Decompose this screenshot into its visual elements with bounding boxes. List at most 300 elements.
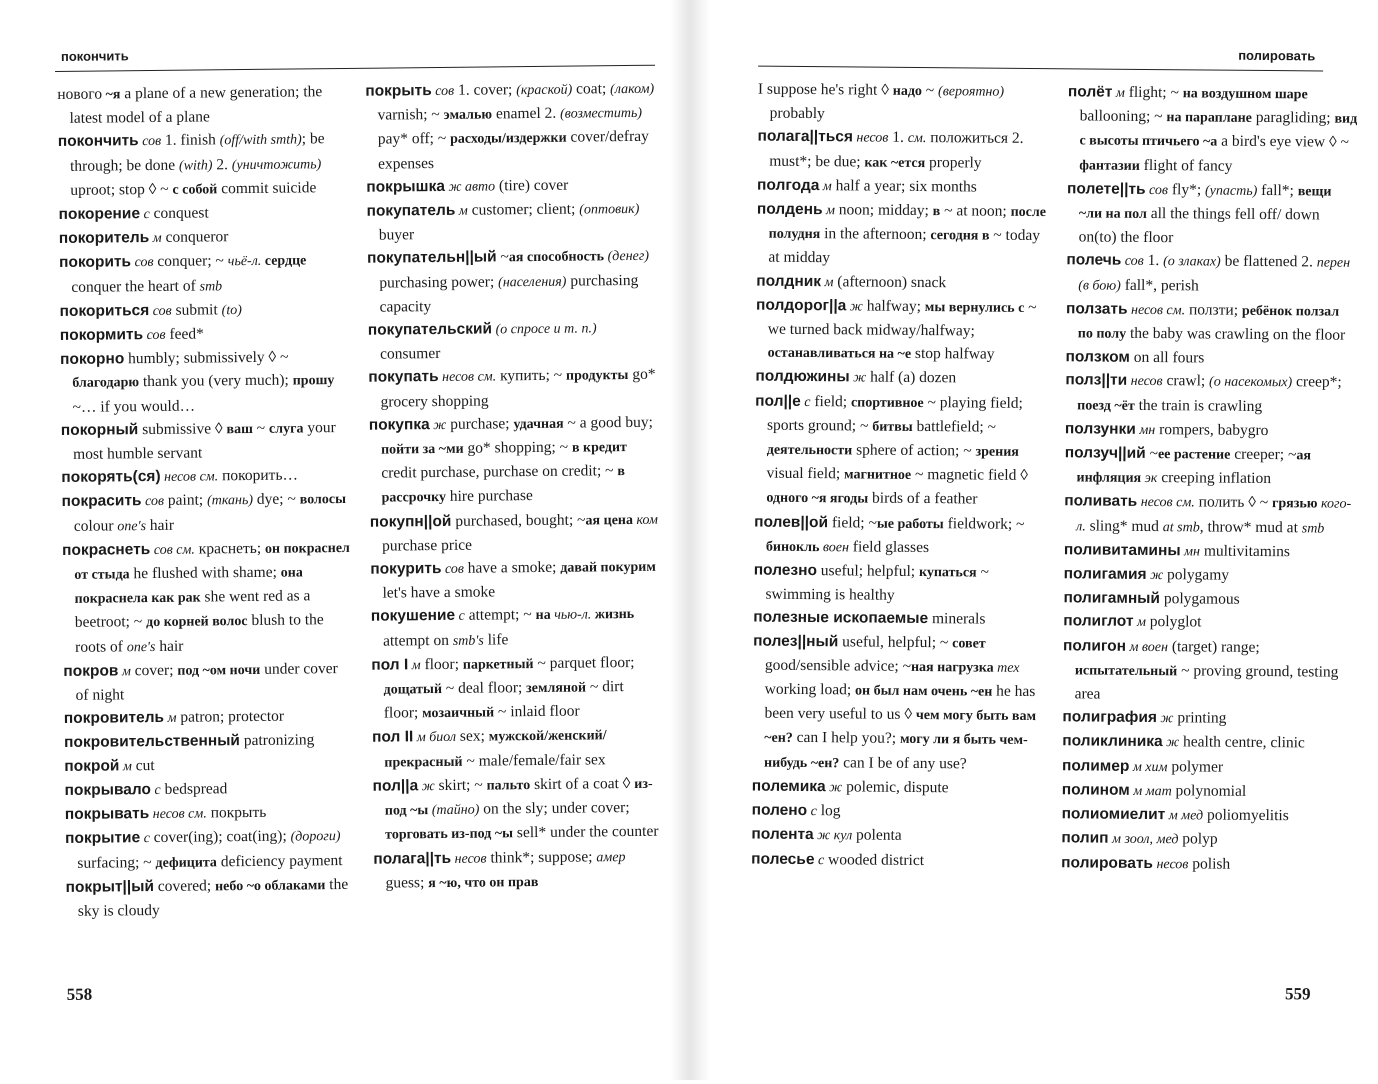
dictionary-entry — [60, 321, 350, 348]
entry-text: can I help you?; — [792, 729, 901, 748]
entry-text: ~ male/female/fair sex — [462, 750, 606, 770]
entry-headword: покупательский — [367, 320, 493, 339]
entry-headword: поликлиника — [1062, 732, 1163, 751]
entry-headword: покупка — [368, 415, 430, 434]
entry-phrase: могу ли я быть чем-нибудь ~ен? — [763, 732, 1028, 772]
entry-text: покрыть — [206, 803, 267, 822]
entry-text: fieldwork; ~ — [943, 514, 1025, 533]
page-number-left: 558 — [66, 984, 93, 1004]
entry-label: at smb — [1162, 519, 1200, 536]
entry-phrase: благодарю — [72, 375, 140, 392]
entry-phrase: мы вернулись с — [924, 299, 1025, 316]
entry-text: , throw* mud at — [1199, 518, 1302, 536]
entry-text: cover(ing); coat(ing); — [149, 827, 291, 847]
entry-text: flight; ~ — [1124, 83, 1183, 102]
entry-label: м — [119, 758, 132, 775]
entry-text: polyp — [1178, 830, 1218, 848]
entry-text: field glasses — [848, 538, 930, 556]
entry-label: сов — [138, 134, 162, 150]
entry-text: положиться 2. must*; be due; — [769, 129, 1024, 171]
entry-headword: покорно — [60, 350, 125, 369]
entry-label: ж авто — [444, 179, 496, 195]
entry-headword: поливать — [1064, 492, 1138, 511]
entry-phrase: под ~ом ночи — [177, 662, 261, 679]
entry-phrase: пойти за ~ми — [380, 441, 464, 458]
entry-label: несов см. — [160, 469, 219, 486]
entry-text: купить; ~ — [496, 367, 567, 385]
entry-phrase: в — [932, 204, 941, 220]
entry-text: uproot; stop ◊ ~ — [70, 180, 173, 199]
entry-label: сов — [141, 494, 165, 510]
entry-text: the train is crawling — [1134, 396, 1263, 415]
entry-label: smb — [1301, 520, 1325, 537]
entry-text: hire purchase — [445, 487, 533, 506]
entry-phrase: магнитное — [843, 467, 912, 484]
entry-label: (with) — [178, 157, 213, 174]
entry-headword: покорение — [58, 205, 141, 223]
entry-headword: покров — [63, 662, 119, 680]
entry-headword: покраснеть — [62, 540, 151, 559]
dictionary-entry — [366, 197, 656, 247]
entry-label: сов — [149, 303, 172, 319]
entry-text: crawl; — [1162, 372, 1210, 390]
dictionary-entry — [754, 510, 1044, 561]
entry-text: log — [816, 802, 841, 820]
entry-headword: полезные ископаемые — [753, 609, 929, 628]
entry-phrase: земляной — [526, 680, 587, 697]
dictionary-entry — [65, 800, 355, 827]
entry-phrase: совет — [952, 635, 986, 652]
dictionary-entry — [58, 127, 349, 203]
entry-label: (дороги) — [290, 829, 341, 845]
entry-label: несов — [852, 130, 889, 147]
left-page-column-2 — [365, 77, 664, 896]
entry-text: fly*; — [1167, 180, 1206, 199]
dictionary-entry — [1063, 610, 1353, 637]
entry-text: enamel 2. — [491, 104, 561, 123]
entry-phrase: эмалью — [443, 107, 493, 124]
entry-headword: покупательн||ый — [366, 248, 497, 268]
entry-label: м зоол, мед — [1108, 831, 1179, 848]
entry-phrase: грязью — [1271, 496, 1318, 512]
dictionary-entry — [1061, 827, 1351, 854]
entry-text: wooded district — [824, 850, 925, 869]
entry-text: properly — [925, 153, 982, 172]
entry-phrase: торговать из-под ~ы — [385, 826, 514, 843]
entry-label: (денег) — [603, 249, 650, 265]
entry-phrase: расходы/издержки — [449, 131, 567, 148]
entry-headword: поливитамины — [1063, 541, 1181, 560]
entry-text: ~ playing field; sports ground; ~ — [766, 393, 1023, 435]
dictionary-entry — [60, 345, 351, 419]
dictionary-entry — [64, 776, 354, 803]
dictionary-entry — [372, 723, 662, 774]
entry-label: м — [822, 203, 836, 219]
entry-label: перен (в бою) — [1078, 255, 1351, 294]
entry-label: м — [408, 658, 421, 674]
entry-label: с — [814, 852, 825, 868]
entry-phrase: она покраснела как рак — [74, 565, 303, 608]
entry-headword: полином — [1061, 781, 1130, 799]
entry-text: go* shopping; ~ — [463, 438, 573, 457]
entry-phrase: спортивное — [850, 395, 924, 411]
entry-label: (возместить) — [560, 106, 643, 122]
entry-label: м мед — [1165, 808, 1204, 824]
entry-text: working load; — [764, 680, 856, 699]
entry-text: 1. cover; — [454, 81, 517, 99]
entry-text: cut — [131, 756, 155, 774]
entry-label: чью-л. — [550, 607, 592, 624]
entry-headword: полдень — [756, 200, 823, 219]
dictionary-entry — [1062, 706, 1352, 733]
entry-phrase: слуга — [268, 421, 304, 437]
entry-label: м — [455, 203, 468, 219]
entry-headword: полезно — [753, 561, 818, 580]
entry-label: амер — [596, 849, 626, 865]
dictionary-entry — [751, 847, 1041, 874]
right-page-column-1 — [751, 78, 1048, 874]
entry-phrase: одного ~я ягоды — [766, 491, 869, 508]
entry-label: с — [454, 609, 465, 625]
entry-text: ~ we turned back midway/halfway; — [767, 298, 1037, 340]
entry-phrase: сердце — [261, 253, 307, 270]
entry-text: can I be of any use? — [839, 754, 967, 773]
entry-label: ком — [632, 512, 658, 528]
entry-label: (упасть) — [1204, 183, 1258, 199]
entry-headword: полете||ть — [1066, 180, 1146, 198]
entry-text: ползти; — [1185, 301, 1243, 319]
dictionary-entry — [752, 799, 1042, 826]
entry-phrase: паркетный — [462, 656, 534, 673]
entry-headword: полиглот — [1063, 612, 1134, 631]
entry-phrase: поезд ~ёт — [1077, 398, 1135, 414]
entry-text: sex; — [455, 727, 489, 746]
dictionary-entry — [753, 559, 1043, 609]
entry-text: customer; client; — [467, 200, 580, 219]
entry-label: с — [140, 831, 150, 847]
entry-text: ~ inlaid floor — [494, 702, 580, 721]
entry-text: ~ today at midday — [768, 226, 1041, 267]
entry-text: polemic, dispute — [842, 778, 949, 797]
dictionary-entry — [1067, 177, 1358, 251]
entry-text: ~ at noon; — [940, 202, 1011, 220]
dictionary-entry — [1063, 634, 1354, 708]
entry-text: surfacing; ~ — [77, 853, 156, 872]
entry-headword: покориться — [59, 301, 150, 320]
dictionary-entry — [1066, 297, 1356, 348]
entry-text: sphere of action; ~ — [852, 441, 976, 460]
entry-phrase: пальто — [486, 777, 531, 794]
entry-phrase: фантазии — [1079, 157, 1140, 174]
dictionary-entry — [365, 77, 656, 176]
dictionary-entry — [1062, 754, 1352, 781]
entry-text: (afternoon) snack — [833, 272, 947, 291]
dictionary-entry — [61, 463, 351, 490]
entry-phrase: ая цена — [585, 512, 634, 529]
entry-headword: полиграфия — [1062, 708, 1158, 727]
entry-text: life — [483, 630, 509, 649]
entry-text: ~ — [1145, 445, 1159, 463]
dictionary-entry — [367, 244, 658, 319]
entry-text: cover; — [130, 661, 178, 680]
entry-label: ж — [825, 780, 843, 796]
entry-label: ж — [1162, 735, 1180, 751]
entry-text: let's have a smoke — [382, 583, 496, 602]
dictionary-entry — [368, 363, 658, 413]
entry-text: thank you (very much); — [138, 371, 293, 391]
entry-headword: полз||ти — [1065, 371, 1128, 390]
dictionary-entry — [757, 125, 1047, 176]
entry-text: fall*, perish — [1120, 276, 1199, 295]
entry-label: (лаком) — [610, 81, 655, 98]
entry-headword: полено — [751, 801, 808, 820]
dictionary-entry — [372, 772, 663, 848]
entry-label: с — [150, 782, 161, 798]
dictionary-entry — [756, 198, 1047, 272]
entry-text: field; ~ — [827, 513, 877, 532]
entry-phrase: купаться — [918, 565, 977, 581]
entry-text: a bird's eye view ◊ ~ — [1217, 132, 1350, 152]
entry-text: ~ a good buy; — [563, 413, 654, 432]
entry-label: тех — [993, 660, 1020, 676]
entry-text: ~ deal floor; — [441, 679, 527, 698]
entry-phrase: ая инфляция — [1076, 448, 1312, 487]
entry-text: patronizing — [239, 731, 315, 750]
entry-headword: полигон — [1063, 636, 1127, 655]
entry-text: health centre, clinic — [1179, 733, 1305, 752]
entry-phrase: ~я — [101, 87, 121, 103]
entry-label: one's — [117, 518, 147, 535]
entry-text: stop halfway — [911, 345, 995, 363]
entry-label: несов см. — [1127, 302, 1186, 319]
entry-text: cover/defray expenses — [377, 128, 649, 173]
entry-headword: полечь — [1066, 251, 1122, 270]
entry-text: good/sensible advice; ~ — [764, 656, 912, 675]
entry-text: have a smoke; — [463, 558, 561, 577]
entry-phrase: мужской/женский/прекрасный — [384, 728, 607, 771]
entry-text: paint; — [163, 491, 208, 510]
entry-label: сов — [441, 561, 464, 578]
entry-text: field; — [810, 392, 852, 411]
entry-headword: покормить — [59, 326, 144, 345]
entry-label: несов — [451, 851, 487, 867]
entry-text: conqueror — [161, 228, 229, 247]
entry-phrase: на параплане — [1166, 110, 1252, 127]
entry-phrase: я ~ю, что он прав — [428, 874, 539, 891]
dictionary-entry — [1064, 562, 1354, 589]
entry-label: ж кул — [813, 828, 853, 844]
entry-text: 1. — [1143, 252, 1164, 270]
dictionary-entry — [755, 365, 1045, 392]
dictionary-entry — [64, 728, 354, 754]
entry-text: creeper; ~ — [1230, 445, 1297, 464]
entry-text: probably — [769, 104, 825, 123]
entry-label: smb's — [452, 633, 484, 649]
entry-text: ; be through; be done — [69, 130, 325, 175]
entry-phrase: ная нагрузка — [910, 659, 994, 676]
entry-label: ж — [429, 417, 447, 433]
entry-text: half (a) dozen — [866, 368, 957, 387]
dictionary-entry — [62, 536, 353, 660]
entry-headword: покрасить — [61, 492, 142, 511]
entry-label: кого-л. — [1076, 496, 1352, 535]
entry-text: purchase; — [446, 415, 514, 433]
dictionary-entry — [61, 416, 351, 466]
entry-headword: полев||ой — [754, 513, 829, 531]
entry-headword: пол||е — [755, 392, 801, 410]
dictionary-entry — [758, 78, 1048, 128]
entry-text: ~ dirt floor; — [383, 678, 624, 722]
entry-text: patron; protector — [176, 707, 285, 727]
dictionary-entry — [65, 824, 355, 875]
entry-label: воен — [819, 539, 850, 556]
dictionary-entry — [756, 293, 1047, 367]
entry-label: (о спросе и т. п.) — [491, 321, 597, 338]
entry-phrase: прошу — [292, 373, 335, 389]
entry-text: he flushed with shame; — [129, 563, 281, 583]
entry-phrase: он покраснел от стыда — [74, 540, 350, 583]
entry-headword: покрывать — [64, 805, 150, 824]
entry-text: credit purchase, purchase on credit; ~ — [381, 462, 618, 482]
entry-text: conquer the heart of — [71, 277, 200, 296]
entry-headword: полдник — [756, 272, 822, 290]
entry-text: conquest — [149, 204, 209, 223]
dictionary-entry — [1066, 249, 1356, 300]
entry-label: ж — [1156, 711, 1174, 727]
entry-text: buyer — [378, 226, 415, 244]
entry-text: floor; — [420, 655, 463, 674]
entry-headword: полдюжины — [755, 368, 850, 386]
dictionary-entry — [751, 823, 1041, 850]
entry-label: (вероятно) — [938, 84, 1005, 100]
entry-headword: покупн||ой — [369, 512, 452, 531]
entry-phrase: зрения — [975, 444, 1019, 460]
entry-label: ж — [418, 778, 435, 795]
entry-label: ж — [846, 299, 863, 315]
entry-text: halfway; — [862, 297, 925, 315]
entry-text: coat; — [572, 80, 611, 98]
entry-headword: ползунки — [1064, 420, 1136, 438]
entry-headword: покорный — [60, 420, 139, 439]
running-head-left: покончить — [60, 48, 129, 64]
dictionary-entry — [373, 844, 663, 895]
entry-text: all the things fell off/ down on(to) the floor — [1078, 204, 1320, 247]
entry-headword: покрыть — [365, 82, 432, 100]
entry-label: сов — [1145, 182, 1169, 198]
entry-headword: покрытие — [65, 829, 141, 848]
entry-phrase: продукты — [565, 368, 629, 385]
entry-phrase: бинокль — [765, 539, 820, 555]
entry-label: несов — [1152, 856, 1189, 872]
entry-text: полить ◊ ~ — [1194, 493, 1273, 512]
entry-headword: пол I — [371, 656, 409, 674]
entry-text: ~ — [496, 248, 509, 266]
entry-text: feed* — [165, 325, 204, 343]
entry-headword: полесье — [751, 850, 815, 868]
entry-label: несов см. — [1137, 495, 1195, 511]
dictionary-entry — [64, 752, 354, 779]
entry-phrase: в рассрочку — [381, 464, 626, 507]
entry-text: submit — [171, 301, 222, 319]
entry-text: bedspread — [160, 780, 228, 798]
entry-text: ~ proving ground, testing area — [1074, 662, 1339, 703]
entry-text: creep*; — [1292, 373, 1342, 392]
entry-text: polygamous — [1159, 590, 1240, 609]
entry-headword: покорять(ся) — [61, 468, 161, 487]
entry-text: colour — [73, 517, 118, 535]
dictionary-entry — [1065, 417, 1355, 444]
entry-headword: ползуч||ий — [1064, 444, 1146, 463]
entry-label: м — [149, 231, 162, 247]
entry-text: polyglot — [1145, 613, 1202, 631]
entry-text: нового — [57, 85, 103, 103]
entry-text: she went red as a beetroot; ~ — [74, 587, 311, 632]
dictionary-entry — [370, 507, 660, 557]
entry-label: с — [800, 394, 811, 410]
entry-label: (уничтожить) — [231, 156, 322, 173]
entry-label: м — [118, 664, 131, 680]
entry-text: in the afternoon; — [820, 225, 931, 244]
dictionary-entry — [366, 173, 656, 200]
entry-headword: покурить — [370, 560, 442, 578]
entry-headword: покрышка — [366, 177, 445, 196]
entry-text: under cover of night — [75, 659, 338, 704]
entry-phrase: вид с высоты птичьего ~а — [1079, 111, 1358, 150]
entry-text: poliomyelitis — [1203, 806, 1289, 825]
entry-headword: покончить — [57, 132, 139, 151]
entry-phrase: дефицита — [155, 854, 217, 871]
dictionary-entry — [753, 606, 1043, 632]
entry-text: a plane of a new generation; the latest model of a plane — [69, 83, 323, 128]
entry-text: polygamy — [1163, 566, 1230, 584]
left-page-column-1 — [57, 80, 356, 923]
entry-label: м мат — [1129, 783, 1172, 800]
entry-text: 1. — [888, 129, 908, 147]
entry-text: purchase price — [381, 536, 473, 555]
entry-text: ballooning; ~ — [1079, 107, 1167, 126]
entry-headword: полировать — [1061, 853, 1154, 872]
entry-text: printing — [1173, 709, 1227, 727]
entry-headword: полигамия — [1063, 565, 1147, 584]
entry-phrase: деятельности — [766, 442, 853, 459]
dictionary-entry — [1065, 346, 1355, 372]
entry-label: ж — [1146, 568, 1164, 584]
entry-text: humbly; submissively ◊ ~ — [124, 348, 289, 368]
page-number-right: 559 — [1284, 984, 1311, 1004]
entry-label: сов — [1121, 254, 1144, 270]
dictionary-entry — [371, 651, 662, 727]
entry-phrase: он был нам очень ~ен — [855, 683, 993, 700]
entry-text: commit suicide — [217, 179, 317, 198]
entry-label: м биол — [413, 730, 457, 746]
entry-text: purchasing power; — [379, 273, 499, 292]
dictionary-entry — [371, 602, 661, 653]
dictionary-entry — [1065, 369, 1355, 420]
entry-label: сов — [431, 83, 455, 100]
entry-headword: полигамный — [1063, 589, 1161, 608]
entry-label: smb — [199, 278, 223, 295]
entry-text: blush to the roots of — [75, 611, 324, 656]
dictionary-entry — [368, 316, 658, 366]
entry-headword: полез||ный — [753, 632, 839, 650]
dictionary-entry — [64, 704, 354, 731]
entry-text: dye; ~ — [252, 490, 300, 509]
dictionary-entry — [369, 411, 660, 511]
entry-text: noon; midday; — [834, 201, 933, 220]
dictionary-entry — [757, 173, 1047, 200]
dictionary-entry — [1062, 802, 1352, 829]
entry-phrase: в кредит — [571, 440, 627, 456]
